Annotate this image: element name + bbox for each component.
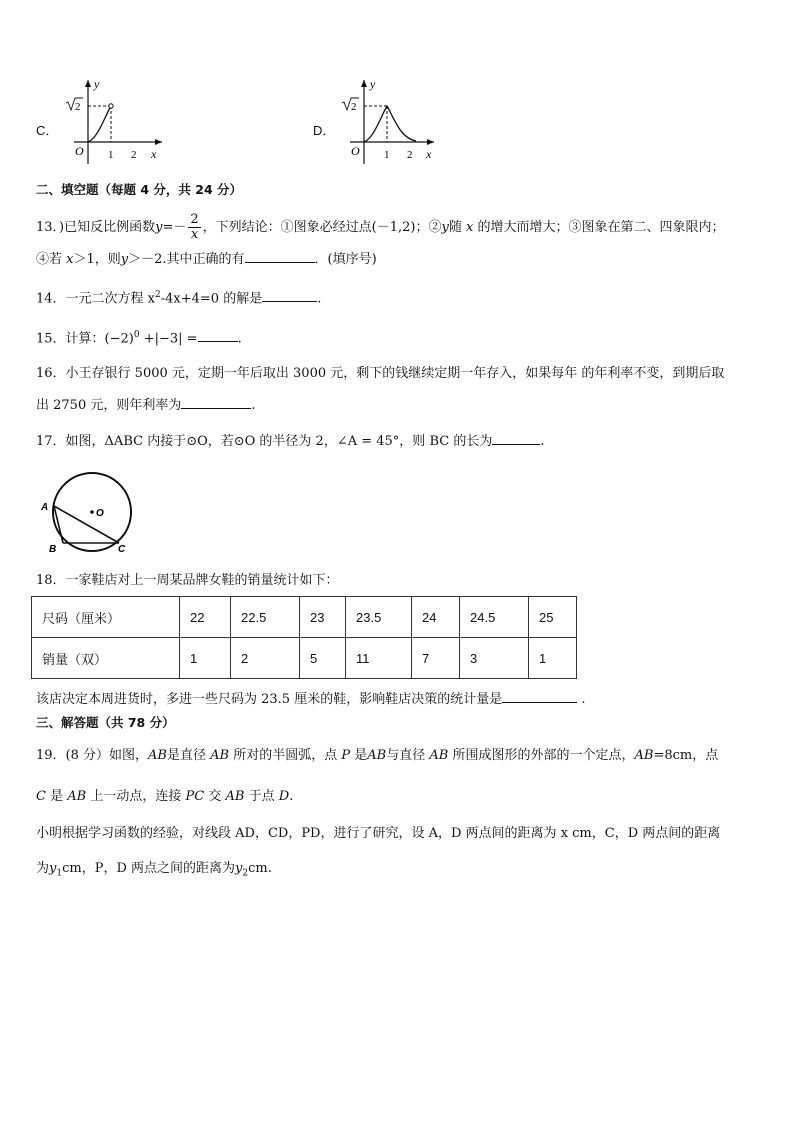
q17-circle-figure [36, 468, 138, 558]
table-cell: 5 [300, 638, 346, 679]
table-cell: 24.5 [460, 597, 529, 638]
graph-c-x-arrow [155, 139, 162, 145]
q19-line4-c: cm. [248, 861, 272, 876]
table-cell: 22.5 [231, 597, 300, 638]
q13-part3: 随 [448, 220, 462, 235]
q19-line1-d: 所对的半圆弧，点 [233, 748, 338, 763]
q13-y-2: y [441, 220, 449, 235]
q19-sub2: 2 [242, 868, 249, 879]
q19-y1: y [49, 861, 57, 876]
graph-d-x-label: x [426, 147, 432, 161]
table-row [32, 638, 577, 679]
q19-line1-h: AB [429, 748, 449, 763]
q15-expr-b: +|−3| = [139, 331, 198, 347]
q17-tail: . [540, 434, 545, 449]
table-row [32, 597, 577, 638]
q18-tail: . [581, 692, 586, 707]
q17-label-b: B [49, 544, 57, 555]
q17-center-dot [90, 510, 94, 514]
table-cell: 3 [460, 638, 529, 679]
q19-arc-1: AB [148, 748, 167, 763]
q19-line1-g: 与直径 [386, 748, 426, 763]
table-cell: 11 [346, 638, 412, 679]
graph-c-tick-1: 1 [108, 149, 114, 161]
table-cell: 24 [412, 597, 460, 638]
graph-c-curve [88, 106, 111, 142]
sales-table [31, 596, 577, 679]
q13-line2-x: x [66, 252, 74, 267]
q18-after: 该店决定本周进货时，多进一些尺码为 23.5 厘米的鞋，影响鞋店决策的统计量是 [36, 692, 503, 707]
q13-line2-c: ＞－2.其中正确的有 [128, 252, 245, 267]
question-19-line-2 [36, 788, 293, 806]
q13-line2-b: ＞1，则 [73, 252, 121, 267]
q14-answer-blank[interactable] [262, 289, 317, 302]
q16-tail: . [251, 398, 256, 413]
question-16-line-2 [36, 396, 256, 415]
graph-d-tick-2: 2 [407, 149, 413, 161]
q15-text-a: 15．计算： [36, 331, 105, 347]
q14-text-b: -4x+4=0 的解是 [160, 291, 263, 307]
q19-line4-b: cm，P，D 两点之间的距离为 [62, 861, 236, 876]
graph-d-y-arrow [361, 80, 367, 87]
graph-c-y-arrow [85, 80, 91, 87]
q14-text-a: 14．一元二次方程 x [36, 291, 156, 307]
question-18-after [36, 690, 586, 709]
question-13-line-2 [36, 250, 377, 269]
q14-sup: 2 [155, 290, 161, 300]
graph-c-sqrt2: 2 [75, 101, 81, 113]
question-15 [36, 326, 242, 348]
question-19-line-3: 小明根据学习函数的经验，对线段 AD，CD，PD，进行了研究，设 A，D 两点间的距离为 x cm，C，D 两点间的距离 [36, 826, 721, 841]
q13-part1: 13．)已知反比例函数 [36, 220, 156, 235]
graph-c-open-point [109, 104, 113, 108]
q13-line2-y: y [120, 252, 129, 267]
question-19-line-1 [36, 747, 718, 765]
table-cell: 尺码（厘米） [32, 597, 180, 638]
q13-y: y [155, 220, 163, 235]
q13-eq: =－ [162, 220, 187, 235]
q13-line2-d: ．(填序号) [314, 252, 377, 267]
q18-answer-blank[interactable] [502, 690, 577, 703]
option-c-label: C． [36, 123, 59, 138]
q19-line2-b: 是 [50, 789, 64, 804]
graph-c-origin: O [75, 144, 84, 158]
graph-d-sqrt2: 2 [351, 101, 357, 113]
question-14 [36, 286, 321, 308]
q19-line1-f: 是 [354, 748, 368, 763]
graph-d-y-label: y [370, 77, 376, 91]
q13-line2-a: ④若 [36, 252, 63, 267]
q14-tail: . [317, 291, 322, 307]
graph-d-tick-1: 1 [384, 149, 390, 161]
q19-line1-i: 所围成图形的外部的一个定点， [452, 748, 635, 763]
q19-line2-e: 交 [208, 789, 222, 804]
question-16-line-1: 16．小王存银行 5000 元，定期一年后取出 3000 元，剩下的钱继续定期一年存入，如果每年 的年利率不变，到期后取 [36, 366, 725, 381]
q19-line2-g: 于点 [248, 789, 275, 804]
table-cell: 销量（双） [32, 638, 180, 679]
q17-text-a: 17．如图，ΔABC 内接于⊙O，若⊙O 的半径为 2，∠A = 45°，则 BC 的长为 [36, 434, 493, 449]
graph-c [58, 76, 178, 168]
table-cell: 23 [300, 597, 346, 638]
q13-part2: ，下列结论：①图象必经过点(－1,2)；② [202, 220, 442, 235]
question-17 [36, 432, 544, 451]
section-2-heading: 二、填空题（每题 4 分，共 24 分） [36, 182, 243, 197]
graph-c-x-label: x [151, 147, 157, 161]
q19-line2-c: 上一动点，连接 [90, 789, 182, 804]
q19-line2-f: AB [225, 789, 245, 804]
q19-line2-h: D [278, 789, 290, 804]
option-d-label: D． [313, 123, 336, 138]
q19-line1-b: 是直径 [166, 748, 206, 763]
q15-tail: . [237, 331, 242, 347]
table-cell: 7 [412, 638, 460, 679]
q13-answer-blank[interactable] [245, 250, 315, 263]
q19-arc-3: AB [67, 789, 87, 804]
q15-sup: 0 [133, 330, 140, 340]
q19-line2-i: . [289, 789, 294, 804]
q19-line1-a: 19．(8 分）如图， [36, 748, 149, 763]
question-19-line-4 [36, 860, 272, 883]
q13-part4: 的增大而增大；③图象在第二、四象限内； [477, 220, 725, 235]
question-13-line-1 [36, 213, 725, 242]
q15-answer-blank[interactable] [198, 329, 238, 342]
graph-d-origin: O [351, 144, 360, 158]
graph-d-x-arrow [427, 139, 434, 145]
q19-line1-j: AB [634, 748, 654, 763]
q19-line2-d: PC [185, 789, 205, 804]
table-cell: 23.5 [346, 597, 412, 638]
q13-fraction [188, 213, 200, 242]
q19-arc-2: AB [367, 748, 387, 763]
q17-label-c: C [118, 544, 126, 555]
q19-line2-a: C [36, 789, 46, 804]
table-cell: 22 [180, 597, 231, 638]
graph-c-tick-2: 2 [131, 149, 137, 161]
q17-label-o: O [96, 508, 104, 519]
graph-c-y-label: y [94, 77, 100, 91]
q19-line1-c: AB [210, 748, 230, 763]
q17-answer-blank[interactable] [492, 432, 540, 445]
table-cell: 1 [529, 638, 577, 679]
q19-line1-e: P [341, 748, 351, 763]
q19-sub1: 1 [56, 868, 63, 879]
q17-label-a: A [41, 502, 49, 513]
section-3-heading: 三、解答题（共 78 分） [36, 715, 175, 730]
q13-x: x [466, 220, 474, 235]
table-cell: 2 [231, 638, 300, 679]
table-cell: 1 [180, 638, 231, 679]
graph-d-curve [364, 106, 416, 142]
q19-line4-a: 为 [36, 861, 50, 876]
q19-y2: y [235, 861, 243, 876]
table-cell: 25 [529, 597, 577, 638]
graph-d [334, 76, 444, 168]
q13-frac-num: 2 [190, 212, 199, 227]
q15-expr-a: (−2) [104, 331, 134, 347]
q16-answer-blank[interactable] [181, 396, 251, 409]
q16-line2: 出 2750 元，则年利率为 [36, 398, 182, 413]
q13-frac-den: x [190, 227, 199, 242]
question-18-intro: 18．一家鞋店对上一周某品牌女鞋的销量统计如下： [36, 573, 339, 588]
q19-line1-k: =8cm，点 [653, 748, 719, 763]
